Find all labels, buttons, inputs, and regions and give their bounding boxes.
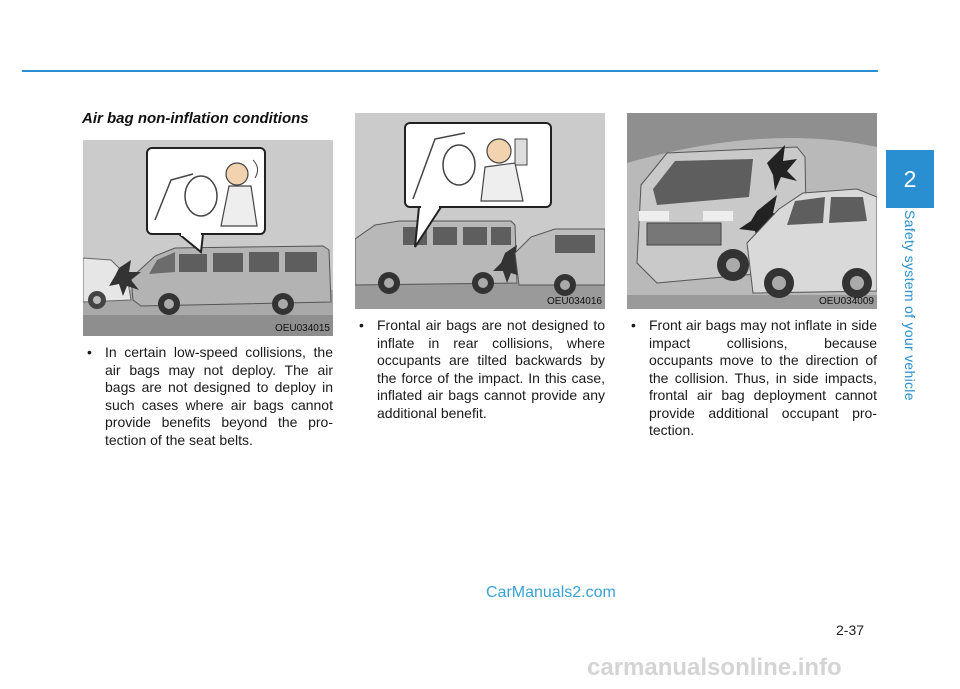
figure-side-impact <box>627 113 877 309</box>
chapter-tab: 2 <box>886 150 934 208</box>
bullet-marker: • <box>631 317 636 333</box>
bullet-rear-collision <box>359 317 605 422</box>
rear-collision-illustration <box>355 113 605 309</box>
watermark-link[interactable]: CarManuals2.com <box>486 584 616 601</box>
bullet-text: Front air bags may not inflate in side impact collisions, because occupants move to the direction of the collision. Thus, in side impacts, frontal air bag deployment cannot provide additional occupant pro-tection. <box>649 317 877 438</box>
figure-code: OEU034016 <box>546 296 602 307</box>
figure-code: OEU034009 <box>818 296 874 307</box>
figure-rear-collision <box>355 113 605 309</box>
bullet-low-speed <box>87 344 333 449</box>
section-title: Air bag non-inflation conditions <box>82 110 309 127</box>
bullet-marker: • <box>87 344 92 360</box>
chapter-title <box>890 210 930 400</box>
figure-code: OEU034015 <box>274 323 330 334</box>
bullet-text: Frontal air bags are not designed to inflate in rear collisions, where occupants are tilted backwards by the force of the impact. In this case, inflated air bags cannot provide any additional benefit. <box>377 317 605 421</box>
side-impact-illustration <box>627 113 877 309</box>
page-number: 2-37 <box>836 622 865 638</box>
bullet-text: In certain low-speed collisions, the air bags may not deploy. The air bags are not designed to deploy in such cases where air bags cannot provide benefits beyond the pro-tection of the seat belts. <box>105 344 333 448</box>
chapter-title-text: Safety system of your vehicle <box>902 210 918 401</box>
footer-site-watermark: carmanualsonline.info <box>587 654 842 681</box>
bullet-side-impact <box>631 317 877 440</box>
header-rule <box>22 70 878 72</box>
figure-low-speed-collision <box>83 140 333 336</box>
bullet-marker: • <box>359 317 364 333</box>
low-speed-collision-illustration <box>83 140 333 336</box>
